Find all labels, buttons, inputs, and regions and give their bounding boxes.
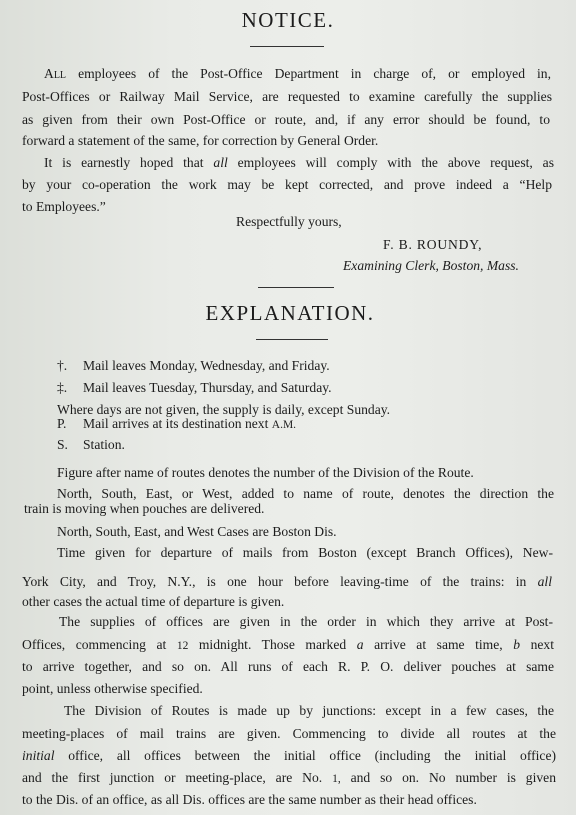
supplies-line3: to arrive together, and so on. All runs of each R. P. O. deliver pouches at same xyxy=(22,659,554,674)
explanation-title: EXPLANATION. xyxy=(205,301,375,325)
notice-title-rule xyxy=(250,46,324,47)
legend-item-dagger-text: Mail leaves Monday, Wednesday, and Friday. xyxy=(83,358,330,373)
time-line1: Time given for departure of mails from Boston (except Branch Offices), New- xyxy=(57,545,553,560)
division-line3-text: office, all offices between the initial office (including the initial office) xyxy=(68,748,557,763)
division-line1: The Division of Routes is made up by junctions: except in a few cases, the xyxy=(64,703,554,718)
supplies-mark-b: b xyxy=(513,637,521,652)
legend-item-p xyxy=(57,416,296,433)
notice-p2-line1-b: employees will comply with the above request, as xyxy=(237,155,554,170)
legend-item-s xyxy=(57,437,125,453)
notice-p1-line1-text: employees of the Post-Office Department in charge of, or employed in, xyxy=(78,66,551,81)
legend-item-p-am: A.M. xyxy=(271,419,297,431)
division-line4-b: and so on. No number is given xyxy=(350,770,556,785)
division-line3 xyxy=(22,748,556,764)
supplies-line2-c: arrive at same time, xyxy=(374,637,503,652)
closing: Respectfully yours, xyxy=(236,214,342,229)
supplies-line2 xyxy=(22,637,554,654)
time-line2 xyxy=(22,574,552,590)
notice-title: NOTICE. xyxy=(241,8,335,32)
supplies-line4: point, unless otherwise specified. xyxy=(22,681,203,696)
days-line: Where days are not given, the supply is daily, except Sunday. xyxy=(57,402,391,417)
division-line4-num: 1, xyxy=(332,773,341,785)
legend-item-double-dagger xyxy=(57,380,332,396)
s-symbol: S. xyxy=(57,437,68,452)
supplies-mark-a: a xyxy=(356,637,364,652)
direction-line2: train is moving when pouches are delivered. xyxy=(24,501,265,516)
notice-p2-line3: to Employees.” xyxy=(22,199,106,214)
notice-p2-line1-em: all xyxy=(213,155,228,170)
dagger-symbol: †. xyxy=(57,358,68,373)
notice-p1-line2: Post-Offices or Railway Mail Service, are requested to examine carefully the supplies xyxy=(22,89,552,104)
time-line2-text: York City, and Troy, N.Y., is one hour before leaving-time of the trains: in xyxy=(22,574,527,589)
supplies-line2-d: next xyxy=(530,637,554,652)
supplies-line2-b: midnight. Those marked xyxy=(198,637,347,652)
notice-p1-line4: forward a statement of the same, for correction by General Order. xyxy=(22,133,379,148)
notice-p2-line2: by your co-operation the work may be kept corrected, and prove indeed a “Help xyxy=(22,177,552,192)
legend-item-double-dagger-text: Mail leaves Tuesday, Thursday, and Saturday. xyxy=(83,380,332,395)
signature-title: Examining Clerk, Boston, Mass. xyxy=(343,258,519,273)
double-dagger-symbol: ‡. xyxy=(57,380,68,395)
division-line4 xyxy=(22,770,556,787)
p-symbol: P. xyxy=(57,416,67,431)
direction-line1: North, South, East, or West, added to name of route, denotes the direction the xyxy=(57,486,554,501)
notice-end-rule xyxy=(258,287,334,288)
supplies-line2-a: Offices, commencing at xyxy=(22,637,167,652)
supplies-line2-num: 12 xyxy=(176,640,189,652)
notice-p1-first-word: All xyxy=(44,66,67,81)
notice-p2-line1 xyxy=(44,155,554,171)
division-line3-em: initial xyxy=(22,748,55,763)
notice-p1-line1 xyxy=(44,66,551,82)
legend-item-p-text: Mail arrives at its destination next xyxy=(83,416,269,431)
time-line2-em: all xyxy=(537,574,552,589)
division-line2: meeting-places of mail trains are given. Commencing to divide all routes at the xyxy=(22,726,556,741)
notice-p2-line1-a: It is earnestly hoped that xyxy=(44,155,204,170)
division-line4-a: and the first junction or meeting-place, are No. xyxy=(22,770,323,785)
supplies-line1: The supplies of offices are given in the order in which they arrive at Post- xyxy=(59,614,553,629)
cases-line: North, South, East, and West Cases are Boston Dis. xyxy=(57,524,337,539)
division-line5: to the Dis. of an office, as all Dis. offices are the same number as their head offices. xyxy=(22,792,477,807)
legend-item-s-text: Station. xyxy=(83,437,125,452)
figure-line: Figure after name of routes denotes the number of the Division of the Route. xyxy=(57,465,474,480)
legend-item-dagger xyxy=(57,358,330,374)
explanation-title-rule xyxy=(256,339,328,340)
time-line3: other cases the actual time of departure is given. xyxy=(22,594,285,609)
notice-p1-line3: as given from their own Post-Office or route, and, if any error should be found, to xyxy=(22,112,550,127)
signature-name: F. B. ROUNDY, xyxy=(383,237,483,252)
